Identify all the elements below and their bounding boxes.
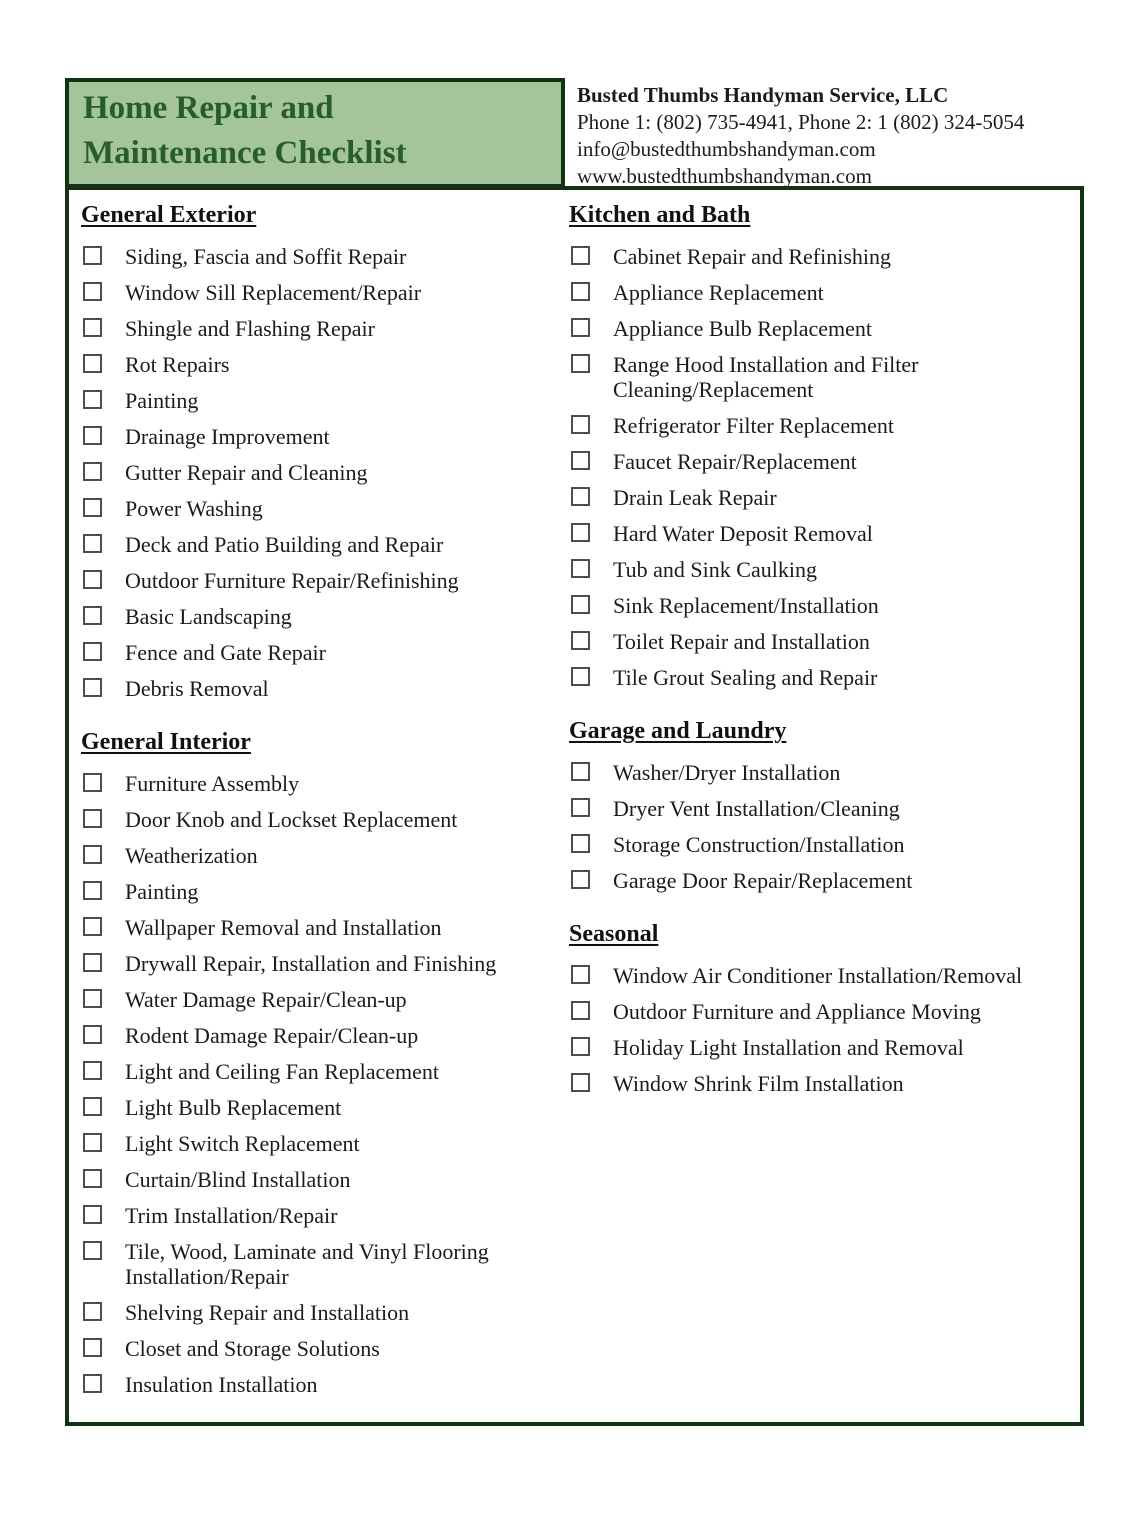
- checklist-item: [569, 521, 1068, 546]
- checkbox[interactable]: [83, 989, 102, 1008]
- item-label: Drainage Improvement: [125, 424, 330, 449]
- checklist-item: [569, 1035, 1068, 1060]
- checklist-item: [81, 1095, 569, 1120]
- section-heading-kitchen-and-bath: Kitchen and Bath: [569, 202, 751, 228]
- checklist-item: [81, 280, 569, 305]
- item-label: Hard Water Deposit Removal: [613, 521, 873, 546]
- checkbox[interactable]: [571, 354, 590, 373]
- checklist-item: [569, 665, 1068, 690]
- checklist-item: [569, 485, 1068, 510]
- item-label: Furniture Assembly: [125, 771, 300, 796]
- checklist-item: [81, 1167, 569, 1192]
- checkbox[interactable]: [571, 631, 590, 650]
- checkbox[interactable]: [83, 534, 102, 553]
- item-label: Shelving Repair and Installation: [125, 1300, 410, 1325]
- company-website: www.bustedthumbshandyman.com: [577, 164, 872, 188]
- item-label: Cabinet Repair and Refinishing: [613, 244, 891, 269]
- checklist-item: [569, 629, 1068, 654]
- item-label: Tile, Wood, Laminate and Vinyl Flooring Installation/Repair: [125, 1239, 489, 1289]
- checklist-item: [81, 568, 569, 593]
- item-label: Siding, Fascia and Soffit Repair: [125, 244, 407, 269]
- checklist-item: [569, 999, 1068, 1024]
- checklist-item: [81, 676, 569, 701]
- checkbox[interactable]: [571, 1073, 590, 1092]
- checkbox[interactable]: [83, 390, 102, 409]
- checklist-item: [81, 843, 569, 868]
- checklist-item: [569, 557, 1068, 582]
- item-label: Gutter Repair and Cleaning: [125, 460, 368, 485]
- item-label: Garage Door Repair/Replacement: [613, 868, 913, 893]
- item-label: Trim Installation/Repair: [125, 1203, 338, 1228]
- checklist-item: [81, 1336, 569, 1361]
- checkbox[interactable]: [83, 1097, 102, 1116]
- checklist-item: [81, 496, 569, 521]
- item-label: Water Damage Repair/Clean-up: [125, 987, 407, 1012]
- checklist-item: [81, 244, 569, 269]
- checkbox[interactable]: [571, 487, 590, 506]
- checkbox[interactable]: [83, 606, 102, 625]
- checkbox[interactable]: [571, 870, 590, 889]
- checklist-item: [81, 915, 569, 940]
- checkbox[interactable]: [83, 498, 102, 517]
- checkbox[interactable]: [571, 834, 590, 853]
- checklist-item: [569, 244, 1068, 269]
- item-label: Debris Removal: [125, 676, 269, 701]
- checkbox[interactable]: [83, 809, 102, 828]
- checkbox[interactable]: [571, 798, 590, 817]
- item-label: Curtain/Blind Installation: [125, 1167, 351, 1192]
- section-seasonal: [569, 919, 1068, 1096]
- checklist-content-box: [65, 186, 1084, 1426]
- checkbox[interactable]: [83, 426, 102, 445]
- checklist-item: [81, 987, 569, 1012]
- checklist-item: [569, 413, 1068, 438]
- checkbox[interactable]: [83, 354, 102, 373]
- checkbox[interactable]: [83, 318, 102, 337]
- checklist-item: [81, 1372, 569, 1397]
- checkbox[interactable]: [571, 667, 590, 686]
- checklist-column-1: [81, 198, 569, 1408]
- checkbox[interactable]: [83, 282, 102, 301]
- checkbox[interactable]: [83, 462, 102, 481]
- item-label: Refrigerator Filter Replacement: [613, 413, 894, 438]
- checklist-item: [81, 879, 569, 904]
- checklist-item: [569, 316, 1068, 341]
- checkbox[interactable]: [83, 246, 102, 265]
- item-label: Storage Construction/Installation: [613, 832, 905, 857]
- item-label: Drain Leak Repair: [613, 485, 777, 510]
- section-kitchen-and-bath: [569, 200, 1068, 690]
- item-label: Painting: [125, 879, 199, 904]
- item-label: Outdoor Furniture and Appliance Moving: [613, 999, 981, 1024]
- item-label: Appliance Replacement: [613, 280, 824, 305]
- item-label: Appliance Bulb Replacement: [613, 316, 873, 341]
- item-label: Basic Landscaping: [125, 604, 292, 629]
- checklist-item: [81, 424, 569, 449]
- checklist-item: [569, 796, 1068, 821]
- company-phones: Phone 1: (802) 735-4941, Phone 2: 1 (802) 324-5054: [577, 110, 1025, 134]
- item-label: Weatherization: [125, 843, 258, 868]
- item-label: Dryer Vent Installation/Cleaning: [613, 796, 900, 821]
- checkbox[interactable]: [571, 282, 590, 301]
- checkbox[interactable]: [571, 1001, 590, 1020]
- checkbox[interactable]: [83, 1374, 102, 1393]
- checkbox[interactable]: [83, 1169, 102, 1188]
- checklist-item: [569, 832, 1068, 857]
- checkbox[interactable]: [83, 1241, 102, 1260]
- section-heading-general-interior: General Interior: [81, 729, 251, 755]
- checklist-item: [81, 460, 569, 485]
- checkbox[interactable]: [571, 451, 590, 470]
- item-label: Painting: [125, 388, 199, 413]
- section-general-interior: [81, 727, 569, 1397]
- item-label: Washer/Dryer Installation: [613, 760, 841, 785]
- checklist-item: [81, 640, 569, 665]
- page-title-line-1: Home Repair and: [83, 90, 334, 126]
- checklist-item: [569, 280, 1068, 305]
- item-label: Window Air Conditioner Installation/Removal: [613, 963, 1023, 988]
- checklist-item: [569, 1071, 1068, 1096]
- section-garage-and-laundry: [569, 716, 1068, 893]
- checklist-item: [81, 1059, 569, 1084]
- checklist-item: [81, 604, 569, 629]
- checkbox[interactable]: [571, 318, 590, 337]
- checkbox[interactable]: [571, 415, 590, 434]
- checkbox[interactable]: [83, 845, 102, 864]
- item-label: Light Bulb Replacement: [125, 1095, 342, 1120]
- checkbox[interactable]: [83, 1025, 102, 1044]
- item-label: Door Knob and Lockset Replacement: [125, 807, 458, 832]
- checklist-item: [81, 771, 569, 796]
- checkbox[interactable]: [571, 559, 590, 578]
- checkbox[interactable]: [83, 953, 102, 972]
- checkbox[interactable]: [83, 1302, 102, 1321]
- page-title-line-2: Maintenance Checklist: [83, 135, 407, 171]
- checkbox[interactable]: [83, 1061, 102, 1080]
- item-label: Outdoor Furniture Repair/Refinishing: [125, 568, 459, 593]
- checklist-item: [569, 449, 1068, 474]
- checklist-item: [81, 1131, 569, 1156]
- checkbox[interactable]: [83, 642, 102, 661]
- item-label: Insulation Installation: [125, 1372, 318, 1397]
- item-label: Window Sill Replacement/Repair: [125, 280, 422, 305]
- checkbox[interactable]: [83, 678, 102, 697]
- checklist-column-2: [569, 198, 1068, 1107]
- item-label: Holiday Light Installation and Removal: [613, 1035, 964, 1060]
- item-label: Fence and Gate Repair: [125, 640, 326, 665]
- checklist-item: [81, 532, 569, 557]
- section-heading-general-exterior: General Exterior: [81, 202, 257, 228]
- checkbox[interactable]: [83, 1205, 102, 1224]
- item-label: Light and Ceiling Fan Replacement: [125, 1059, 440, 1084]
- item-label: Faucet Repair/Replacement: [613, 449, 857, 474]
- item-label: Wallpaper Removal and Installation: [125, 915, 442, 940]
- checklist-item: [569, 352, 1068, 402]
- checklist-item: [81, 1239, 569, 1289]
- checkbox[interactable]: [83, 881, 102, 900]
- checkbox[interactable]: [571, 965, 590, 984]
- item-label: Deck and Patio Building and Repair: [125, 532, 444, 557]
- item-label: Power Washing: [125, 496, 263, 521]
- checklist-item: [81, 352, 569, 377]
- company-email: info@bustedthumbshandyman.com: [577, 137, 876, 161]
- checklist-item: [81, 951, 569, 976]
- checklist-item: [569, 593, 1068, 618]
- item-label: Shingle and Flashing Repair: [125, 316, 375, 341]
- page-header: [65, 78, 1084, 190]
- item-label: Tile Grout Sealing and Repair: [613, 665, 878, 690]
- checklist-item: [81, 1300, 569, 1325]
- item-label: Toilet Repair and Installation: [613, 629, 870, 654]
- checklist-item: [81, 388, 569, 413]
- checklist-item: [81, 316, 569, 341]
- item-label: Sink Replacement/Installation: [613, 593, 879, 618]
- checkbox[interactable]: [83, 1338, 102, 1357]
- checkbox[interactable]: [571, 1037, 590, 1056]
- title-box: [65, 78, 565, 188]
- checkbox[interactable]: [571, 246, 590, 265]
- checkbox[interactable]: [571, 762, 590, 781]
- item-label: Drywall Repair, Installation and Finishing: [125, 951, 497, 976]
- checklist-item: [81, 807, 569, 832]
- checkbox[interactable]: [83, 1133, 102, 1152]
- item-label: Light Switch Replacement: [125, 1131, 360, 1156]
- checklist-item: [81, 1203, 569, 1228]
- checkbox[interactable]: [571, 595, 590, 614]
- section-general-exterior: [81, 200, 569, 701]
- item-label: Rodent Damage Repair/Clean-up: [125, 1023, 419, 1048]
- section-heading-seasonal: Seasonal: [569, 921, 659, 947]
- checkbox[interactable]: [83, 917, 102, 936]
- checkbox[interactable]: [571, 523, 590, 542]
- section-heading-garage-and-laundry: Garage and Laundry: [569, 718, 787, 744]
- item-label: Rot Repairs: [125, 352, 230, 377]
- checklist-item: [81, 1023, 569, 1048]
- company-info: [565, 78, 1024, 190]
- item-label: Tub and Sink Caulking: [613, 557, 817, 582]
- item-label: Range Hood Installation and Filter Cleaning/Replacement: [613, 352, 919, 402]
- company-name: Busted Thumbs Handyman Service, LLC: [577, 83, 949, 107]
- checklist-item: [569, 760, 1068, 785]
- checkbox[interactable]: [83, 570, 102, 589]
- checklist-item: [569, 963, 1068, 988]
- item-label: Window Shrink Film Installation: [613, 1071, 904, 1096]
- checklist-item: [569, 868, 1068, 893]
- item-label: Closet and Storage Solutions: [125, 1336, 380, 1361]
- checkbox[interactable]: [83, 773, 102, 792]
